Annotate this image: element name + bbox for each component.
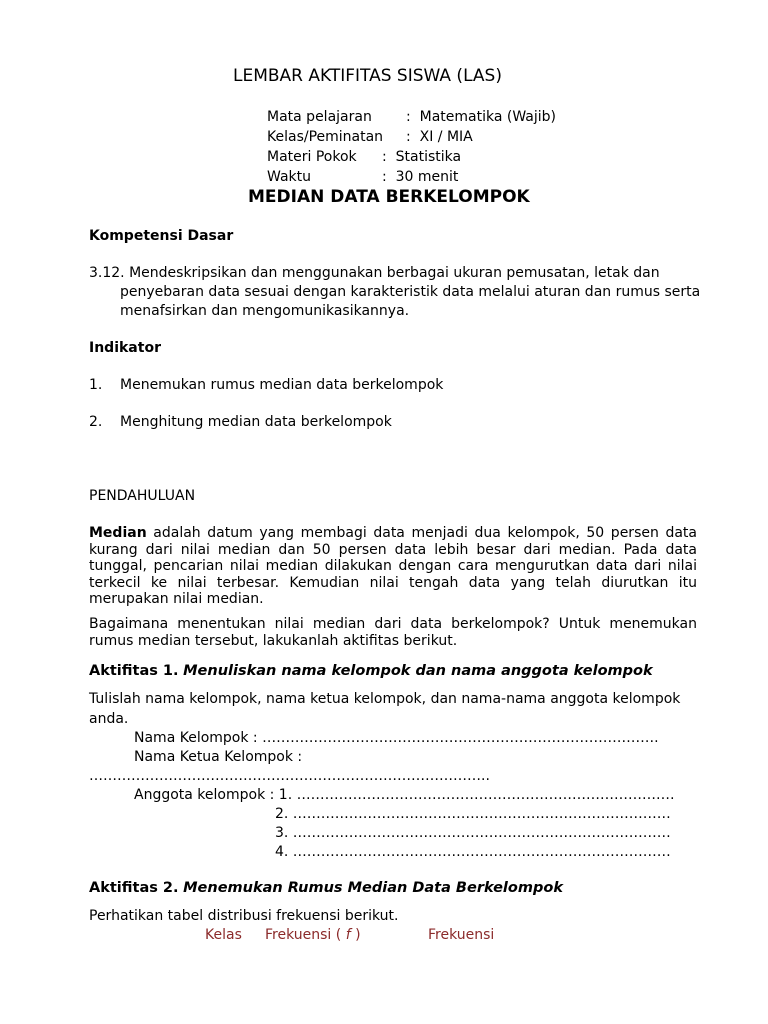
aktifitas-2-heading <box>89 880 563 896</box>
pendahuluan-heading: PENDAHULUAN <box>89 488 196 504</box>
info-value: Matematika (Wajib) <box>419 109 556 125</box>
info-value: 30 menit <box>395 169 459 185</box>
kd-heading: Kompetensi Dasar <box>89 228 234 244</box>
aktifitas-1-instruction: Tulislah nama kelompok, nama ketua kelompok, dan nama-nama anggota kelompok <box>89 691 681 707</box>
anggota-field-2: 2. ……………………………………………………………………… <box>275 806 671 822</box>
table-header-frekuensi: Frekuensi <box>428 927 495 943</box>
term-median: Median <box>89 525 147 541</box>
info-row-subject <box>267 109 556 125</box>
header-text: ) <box>350 927 361 943</box>
indikator-heading: Indikator <box>89 340 161 356</box>
aktifitas-title: Menuliskan nama kelompok dan nama anggota kelompok <box>183 663 653 679</box>
info-label: Waktu <box>267 169 311 185</box>
table-header-frekuensi-f <box>265 927 361 943</box>
header-symbol-f: f <box>345 927 351 943</box>
info-row-time <box>267 169 458 185</box>
section-title: MEDIAN DATA BERKELOMPOK <box>248 187 530 207</box>
nama-ketua-label: Nama Ketua Kelompok : <box>134 749 303 765</box>
pendahuluan-paragraph-2: Bagaimana menentukan nilai median dari data berkelompok? Untuk menemukan rumus median tersebut, lakukanlah aktifitas berikut. <box>89 616 697 649</box>
info-sep: : <box>382 169 387 185</box>
indikator-num: 2. <box>89 414 103 430</box>
aktifitas-2-instruction: Perhatikan tabel distribusi frekuensi berikut. <box>89 908 399 924</box>
info-value: XI / MIA <box>419 129 473 145</box>
aktifitas-1-heading <box>89 663 653 679</box>
pendahuluan-paragraph-1 <box>89 525 697 608</box>
anggota-field-4: 4. ……………………………………………………………………… <box>275 844 671 860</box>
kd-text: Mendeskripsikan dan menggunakan berbagai ukuran pemusatan, letak dan <box>129 265 660 281</box>
indikator-item: Menemukan rumus median data berkelompok <box>120 377 444 393</box>
info-sep: : <box>406 129 411 145</box>
kd-number: 3.12. <box>89 265 125 281</box>
anggota-field-1: Anggota kelompok : 1. ……………………………………………………………………… <box>134 787 675 803</box>
indikator-num: 1. <box>89 377 103 393</box>
info-label: Mata pelajaran <box>267 109 372 125</box>
paragraph-text: adalah datum yang membagi data menjadi dua kelompok, 50 persen data kurang dari nilai median dan 50 persen data lebih besar dari median. Pada data tunggal, pencarian nilai median dilakukan dengan cara mengurutkan data dari nilai terkecil ke nilai terbesar. Kemudian nilai tengah data yang telah diurutkan itu merupakan nilai median. <box>89 525 697 607</box>
nama-kelompok-field: Nama Kelompok : …………………………………………………………………………. <box>134 730 659 746</box>
info-sep: : <box>406 109 411 125</box>
aktifitas-label: Aktifitas 2. <box>89 880 179 896</box>
kd-line-2: penyebaran data sesuai dengan karakteristik data melalui aturan dan rumus serta <box>120 284 701 300</box>
nama-ketua-field: ………………………………………………………………………….. <box>89 768 490 784</box>
table-header-kelas: Kelas <box>205 927 242 943</box>
info-label: Materi Pokok <box>267 149 357 165</box>
info-row-class <box>267 129 473 145</box>
info-label: Kelas/Peminatan <box>267 129 384 145</box>
aktifitas-title: Menemukan Rumus Median Data Berkelompok <box>183 880 563 896</box>
kd-line-3: menafsirkan dan mengomunikasikannya. <box>120 303 410 319</box>
aktifitas-label: Aktifitas 1. <box>89 663 179 679</box>
kd-line-1 <box>89 265 660 281</box>
anggota-field-3: 3. ……………………………………………………………………… <box>275 825 671 841</box>
page-title: LEMBAR AKTIFITAS SISWA (LAS) <box>233 66 502 86</box>
info-row-topic <box>267 149 461 165</box>
aktifitas-1-instruction-cont: anda. <box>89 711 129 727</box>
header-text: Frekuensi ( <box>265 927 346 943</box>
indikator-item: Menghitung median data berkelompok <box>120 414 392 430</box>
info-sep: : <box>382 149 387 165</box>
info-value: Statistika <box>395 149 462 165</box>
